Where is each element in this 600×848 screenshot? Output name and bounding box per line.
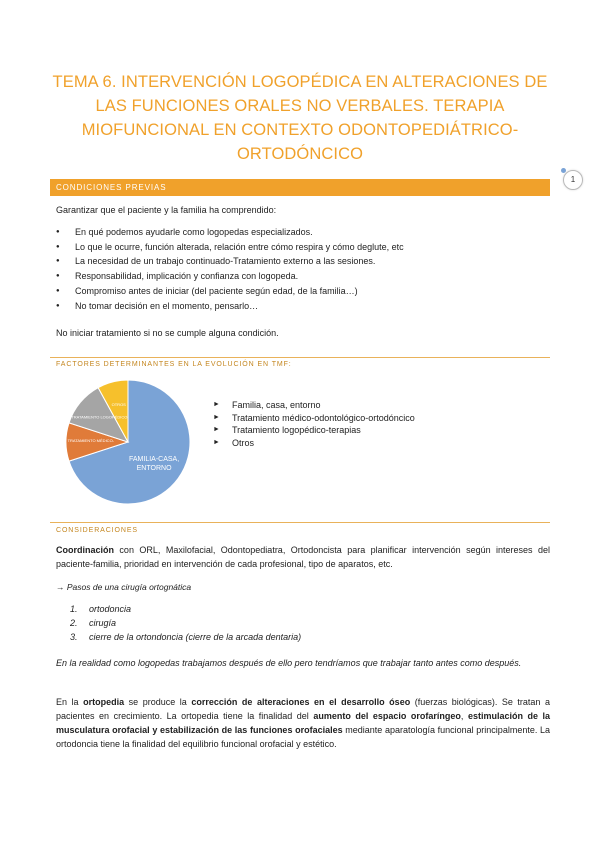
- section-heading-factores: FACTORES DETERMINANTES EN LA EVOLUCIÓN EN TMF:: [56, 361, 292, 368]
- pasos-heading: → Pasos de una cirugía ortognática: [56, 582, 192, 592]
- coordinacion-term: Coordinación: [56, 545, 114, 555]
- pasos-list: [70, 602, 301, 644]
- list-item: ● Compromiso antes de iniciar (del paciente según edad, de la familia…): [56, 284, 550, 299]
- list-item: ● Lo que le ocurre, función alterada, relación entre cómo respira y cómo deglute, etc: [56, 240, 550, 255]
- pie-chart: [58, 372, 198, 512]
- ortopedia-term: aumento del espacio orofaríngeo: [313, 711, 461, 721]
- section-divider: [50, 357, 550, 358]
- ortopedia-text: En la: [56, 697, 84, 707]
- list-item: ● La necesidad de un trabajo continuado-Tratamiento externo a las sesiones.: [56, 254, 550, 269]
- ortopedia-term: estimulación de la musculatura orofacial y estabilización de las funciones orofaciales: [56, 711, 551, 735]
- legend-item: ► Otros: [213, 437, 415, 450]
- step-number: 2.: [70, 618, 78, 628]
- page-title: TEMA 6. INTERVENCIÓN LOGOPÉDICA EN ALTERACIONES DE LAS FUNCIONES ORALES NO VERBALES. TERAPIA MIOFUNCIONAL EN CONTEXTO ODONTOPEDIÁTRICO-ORTODÓNCICO: [52, 73, 548, 163]
- chart-legend: [213, 399, 415, 449]
- pie-slice-label: OTROS: [111, 401, 126, 407]
- list-item: [70, 602, 301, 616]
- section-divider: [50, 522, 550, 523]
- ortopedia-text: mediante aparatología funcional principalmente. La ortodoncia tiene la finalidad del equilibrio funcional orofacial y estético.: [56, 725, 550, 749]
- ortopedia-term: corrección de alteraciones en el desarrollo óseo: [191, 697, 411, 707]
- page-number-badge: 1: [563, 170, 583, 190]
- condiciones-list: [56, 225, 550, 313]
- ortopedia-paragraph: [56, 695, 550, 751]
- coordinacion-text: con ORL, Maxilofacial, Odontopediatra, Ortodoncista para planificar intervención según intereses del paciente-familia, prioridad en intervención de cada profesional, tipo de aparatos, etc.: [56, 545, 550, 569]
- legend-item: ► Tratamiento médico-odontológico-ortodóncico: [213, 412, 415, 425]
- list-item: ● Responsabilidad, implicación y confianza con logopeda.: [56, 269, 550, 284]
- coordinacion-paragraph: [56, 543, 550, 571]
- pie-slice-label: FAMILIA-CASA, ENTORNO: [128, 455, 180, 472]
- step-text: ortodoncia: [89, 604, 132, 614]
- step-text: cierre de la ortondoncia (cierre de la arcada dentaria): [89, 632, 302, 642]
- realidad-paragraph: En la realidad como logopedas trabajamos después de ello pero tendríamos que trabajar tanto antes como después.: [56, 658, 522, 668]
- list-item: ● En qué podemos ayudarle como logopedas especializados.: [56, 225, 550, 240]
- ortopedia-text: se produce la: [124, 697, 192, 707]
- condiciones-intro: Garantizar que el paciente y la familia ha comprendido:: [56, 205, 277, 215]
- condiciones-note: No iniciar tratamiento si no se cumple alguna condición.: [56, 328, 279, 338]
- step-number: 3.: [70, 632, 78, 642]
- step-text: cirugía: [89, 618, 117, 628]
- pie-slice-label: TRATAMIENTO MÉDICO-: [67, 438, 115, 443]
- ortopedia-text: ,: [460, 711, 468, 721]
- legend-item: ► Tratamiento logopédico-terapias: [213, 424, 415, 437]
- section-heading-consideraciones: CONSIDERACIONES: [56, 527, 138, 534]
- list-item: ● No tomar decisión en el momento, pensarlo…: [56, 299, 550, 314]
- section-heading-condiciones: CONDICIONES PREVIAS: [50, 179, 550, 196]
- pie-slice-label: TRATAMIENTO LOGOPÉDICO: [71, 414, 128, 420]
- legend-item: ► Familia, casa, entorno: [213, 399, 415, 412]
- list-item: [70, 616, 301, 630]
- ortopedia-text: (fuerzas biológicas). Se tratan a pacientes en crecimiento. La ortopedia tiene la finalidad del: [56, 697, 550, 721]
- list-item: [70, 630, 301, 644]
- ortopedia-term: ortopedia: [83, 697, 125, 707]
- step-number: 1.: [70, 604, 78, 614]
